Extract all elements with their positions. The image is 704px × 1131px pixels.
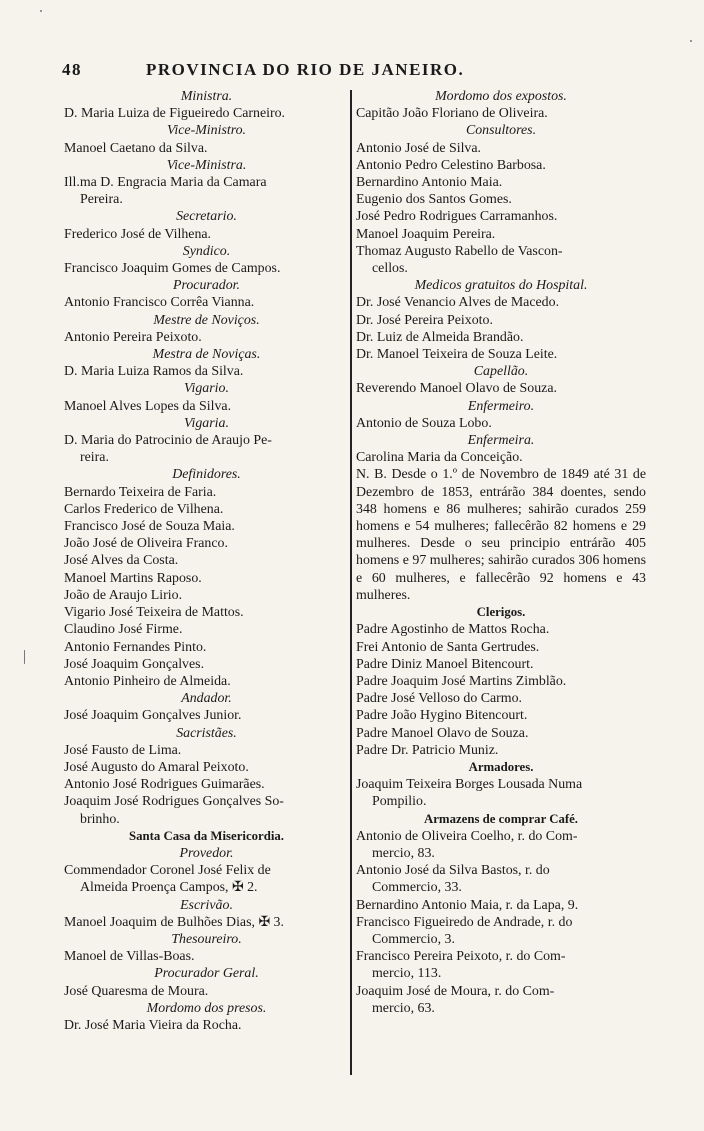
section-heading: Thesoureiro. [171, 931, 242, 947]
entry-line: Claudino José Firme. [64, 622, 183, 638]
page-number: 48 [62, 60, 82, 79]
paper-speck [690, 40, 692, 42]
entry-line: Frederico José de Vilhena. [64, 226, 212, 242]
entry-line: Joaquim Teixeira Borges Lousada Numa [356, 777, 583, 793]
entry-line: Capitão João Floriano de Oliveira. [356, 106, 548, 122]
column-divider [350, 90, 352, 1075]
left-column [64, 88, 349, 1034]
section-heading: Syndico. [182, 243, 231, 259]
entry-line: D. Maria Luiza Ramos da Silva. [64, 364, 244, 380]
entry-line: Carlos Frederico de Vilhena. [64, 501, 224, 517]
page-header [62, 60, 662, 82]
right-column [356, 88, 646, 1017]
entry-line: Ill.ma D. Engracia Maria da Camara [64, 175, 267, 191]
entry-continuation: brinho. [80, 811, 120, 827]
entry-line: José Alves da Costa. [64, 553, 179, 569]
entry-line: Dr. José Maria Vieira da Rocha. [64, 1017, 242, 1033]
entry-continuation: mercio, 83. [372, 845, 435, 861]
entry-line: Manoel Martins Raposo. [64, 570, 202, 586]
entry-line: Antonio Pereira Peixoto. [64, 329, 202, 345]
entry-line: Manoel Joaquim Pereira. [356, 226, 496, 242]
entry-line: Manoel Alves Lopes da Silva. [64, 398, 232, 414]
section-heading: Vigario. [184, 381, 229, 397]
section-heading: Mestre de Noviços. [153, 312, 260, 328]
entry-line: José Quaresma de Moura. [64, 983, 209, 999]
section-heading: Vigaria. [184, 415, 229, 431]
entry-line: Padre João Hygino Bitencourt. [356, 708, 528, 724]
section-heading: Enfermeiro. [467, 398, 535, 414]
section-title: Santa Casa da Misericordia. [129, 828, 284, 843]
section-heading: Escrivão. [180, 897, 233, 913]
entry-line: Francisco José de Souza Maia. [64, 519, 235, 535]
section-heading: Mordomo dos expostos. [435, 89, 567, 104]
entry-line: José Joaquim Gonçalves. [64, 656, 205, 672]
entry-line: Joaquim José Rodrigues Gonçalves So- [64, 794, 284, 810]
entry-line: Francisco Figueiredo de Andrade, r. do [356, 914, 573, 930]
entry-continuation: cellos. [372, 261, 408, 277]
entry-line: Padre Dr. Patricio Muniz. [356, 742, 499, 758]
section-title: Armazens de comprar Café. [424, 811, 578, 826]
section-heading: Provedor. [179, 845, 234, 861]
entry-line: José Augusto do Amaral Peixoto. [64, 759, 249, 775]
entry-line: Antonio Fernandes Pinto. [64, 639, 207, 655]
entry-line: Dr. José Pereira Peixoto. [356, 312, 493, 328]
section-heading: Sacristães. [176, 725, 237, 741]
entry-line: Dr. Luiz de Almeida Brandão. [356, 329, 524, 345]
section-heading: Ministra. [180, 89, 233, 104]
entry-line: Eugenio dos Santos Gomes. [356, 192, 512, 208]
section-heading: Andador. [181, 691, 232, 707]
entry-line: Padre Diniz Manoel Bitencourt. [356, 656, 534, 672]
entry-line: Dr. Manoel Teixeira de Souza Leite. [356, 347, 558, 363]
entry-line: Padre Agostinho de Mattos Rocha. [356, 622, 550, 638]
entry-line: Antonio de Souza Lobo. [356, 415, 492, 431]
entry-line: Frei Antonio de Santa Gertrudes. [356, 639, 540, 655]
entry-continuation: mercio, 113. [372, 966, 442, 982]
entry-line: Francisco Pereira Peixoto, r. do Com- [356, 949, 566, 965]
entry-line: Joaquim José de Moura, r. do Com- [356, 983, 555, 999]
entry-line: Antonio Pinheiro de Almeida. [64, 673, 231, 689]
section-heading: Vice-Ministra. [166, 157, 247, 173]
entry-line: José Pedro Rodrigues Carramanhos. [356, 209, 558, 225]
entry-line: Antonio Francisco Corrêa Vianna. [64, 295, 255, 311]
section-heading: Secretario. [176, 209, 237, 225]
paper-speck [40, 10, 42, 12]
section-heading: Enfermeira. [467, 433, 535, 449]
section-heading: Capellão. [473, 364, 529, 380]
paper-mark [24, 650, 25, 664]
entry-line: Antonio José Rodrigues Guimarães. [64, 777, 265, 793]
entry-continuation: Commercio, 33. [372, 880, 462, 896]
entry-line: Bernardino Antonio Maia, r. da Lapa, 9. [356, 897, 579, 913]
section-heading: Medicos gratuitos do Hospital. [414, 278, 588, 294]
entry-line: João de Araujo Lirio. [64, 587, 183, 603]
entry-line: Dr. José Venancio Alves de Macedo. [356, 295, 560, 311]
entry-line: Antonio José da Silva Bastos, r. do [356, 863, 550, 879]
entry-line: Padre Manoel Olavo de Souza. [356, 725, 529, 741]
entry-line: Bernardino Antonio Maia. [356, 175, 503, 191]
entry-line: Antonio de Oliveira Coelho, r. do Com- [356, 828, 578, 844]
entry-line: Vigario José Teixeira de Mattos. [64, 605, 244, 621]
entry-line: D. Maria Luiza de Figueiredo Carneiro. [64, 106, 286, 122]
running-title: PROVINCIA DO RIO DE JANEIRO. [146, 60, 465, 79]
section-heading: Mestra de Noviças. [152, 347, 261, 363]
section-heading: Definidores. [172, 467, 241, 483]
entry-line: José Fausto de Lima. [64, 742, 182, 758]
entry-continuation: Almeida Proença Campos, ✠ 2. [80, 880, 258, 896]
entry-line: Carolina Maria da Conceição. [356, 450, 523, 466]
section-heading: Mordomo dos presos. [146, 1000, 267, 1016]
entry-line: Bernardo Teixeira de Faria. [64, 484, 217, 500]
section-heading: Vice-Ministro. [166, 123, 247, 139]
section-heading: Procurador Geral. [154, 966, 259, 982]
entry-line: Padre Joaquim José Martins Zimblão. [356, 673, 567, 689]
entry-line: José Joaquim Gonçalves Junior. [64, 708, 242, 724]
entry-line: Padre José Velloso do Carmo. [356, 691, 523, 707]
entry-line: João José de Oliveira Franco. [64, 536, 228, 552]
entry-line: Francisco Joaquim Gomes de Campos. [64, 261, 281, 277]
entry-line: D. Maria do Patrocinio de Araujo Pe- [64, 433, 272, 449]
entry-line: Thomaz Augusto Rabello de Vascon- [356, 243, 563, 259]
note-paragraph: N. B. Desde o 1.º de Novembro de 1849 até 31 de Dezembro de 1853, entrárão 384 doentes, sendo 348 homens e 86 mulheres; sahirão curados 259 homens e 54 mulheres; fallecêrão 82 homens e 29 mulheres. Desde o seu principio entrárão 405 homens e 97 mulheres; sahirão curados 306 homens e 60 mulheres, e fallecêrão 92 homens e 43 mulheres. [356, 467, 646, 603]
entry-line: Antonio José de Silva. [356, 140, 482, 156]
entry-continuation: Pereira. [80, 192, 123, 208]
section-heading: Procurador. [172, 278, 240, 294]
entry-line: Manoel de Villas-Boas. [64, 949, 195, 965]
entry-line: Antonio Pedro Celestino Barbosa. [356, 157, 546, 173]
entry-continuation: Pompilio. [372, 794, 427, 810]
entry-continuation: reira. [80, 450, 109, 466]
entry-continuation: mercio, 63. [372, 1000, 435, 1016]
section-heading: Consultores. [465, 123, 537, 139]
entry-line: Reverendo Manoel Olavo de Souza. [356, 381, 557, 397]
entry-line: Manoel Joaquim de Bulhões Dias, ✠ 3. [64, 914, 284, 930]
section-title: Clerigos. [476, 605, 526, 620]
entry-continuation: Commercio, 3. [372, 931, 455, 947]
entry-line: Manoel Caetano da Silva. [64, 140, 208, 156]
section-title: Armadores. [468, 759, 534, 774]
entry-line: Commendador Coronel José Felix de [64, 863, 271, 879]
